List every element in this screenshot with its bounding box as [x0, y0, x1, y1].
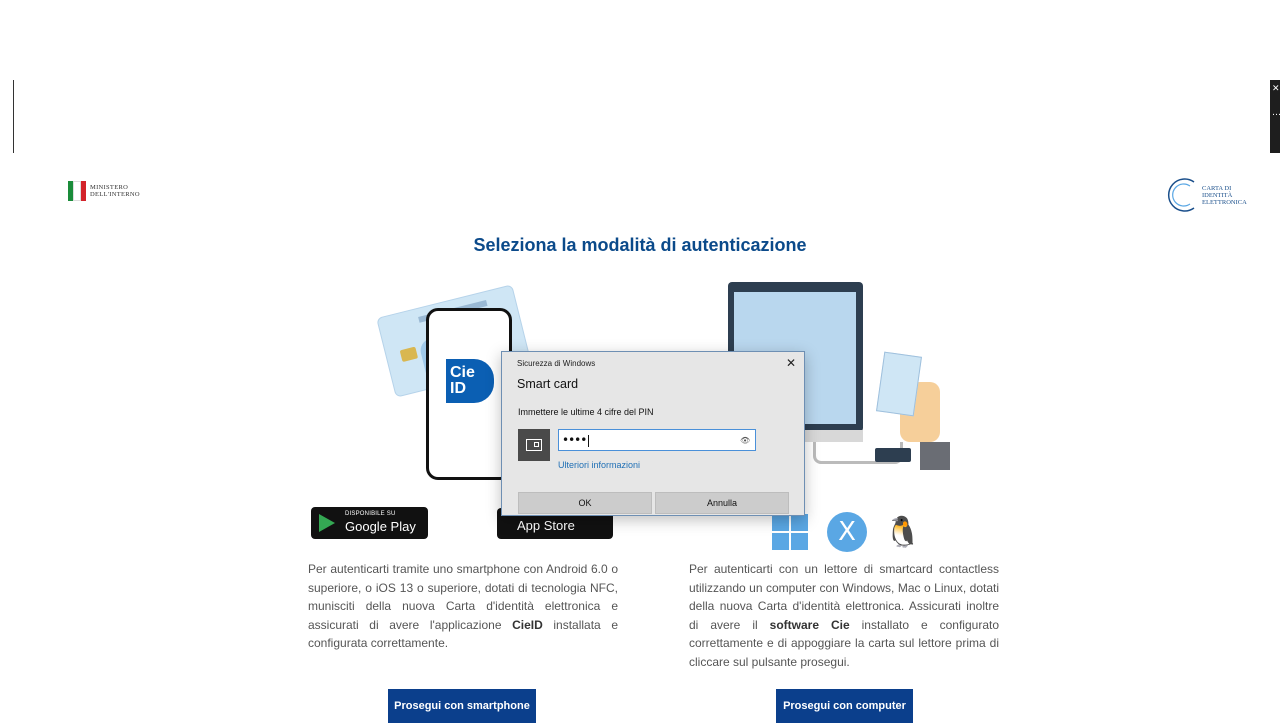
- hand-with-card-image: [880, 352, 950, 472]
- close-icon[interactable]: ✕: [786, 356, 797, 370]
- google-play-badge[interactable]: DISPONIBILE SU Google Play: [311, 507, 428, 539]
- continue-computer-button[interactable]: Prosegui con computer: [776, 689, 913, 723]
- app-store-badge[interactable]: App Store: [497, 508, 613, 539]
- cancel-button[interactable]: Annulla: [655, 492, 789, 514]
- pin-prompt: Immettere le ultime 4 cifre del PIN: [518, 407, 654, 417]
- pin-input[interactable]: ••••: [558, 429, 756, 451]
- more-info-link[interactable]: Ulteriori informazioni: [558, 460, 641, 470]
- cie-logo-text: CARTA DI IDENTITÀ ELETTRONICA: [1202, 184, 1247, 206]
- macos-icon: X: [827, 512, 867, 552]
- windows-icon: [772, 514, 808, 550]
- cie-c-icon: [1164, 176, 1200, 214]
- reveal-password-icon[interactable]: 👁: [740, 436, 751, 445]
- linux-icon: 🐧: [884, 515, 922, 550]
- dialog-window-title: Sicurezza di Windows: [517, 359, 596, 368]
- side-panel-tab[interactable]: [1270, 80, 1280, 153]
- windows-security-dialog: [501, 351, 805, 516]
- os-icons: [770, 512, 930, 554]
- continue-smartphone-button[interactable]: Prosegui con smartphone: [388, 689, 536, 723]
- dialog-heading: Smart card: [517, 377, 579, 391]
- smartphone-description: Per autenticarti tramite uno smartphone con Android 6.0 o superiore, o iOS 13 o superiore, dotati di tecnologia NFC, munisciti della nuova Carta d'identità elettronica e assicurati di avere l'applicazione CieID installata e configurata correttamente.: [308, 562, 618, 651]
- computer-description: Per autenticarti con un lettore di smartcard contactless utilizzando un computer con Windows, Mac o Linux, dotati della nuova Carta d'identità elettronica. Assicurati inoltre di avere il software Cie installato e configurato correttamente e di appoggiare la carta sul lettore prima di cliccare sul pulsante prosegui.: [689, 562, 1000, 669]
- ministero-logo-text: MINISTERO DELL'INTERNO: [90, 184, 140, 198]
- more-icon[interactable]: …: [1272, 108, 1281, 118]
- phone-image: [426, 308, 512, 480]
- cie-logo[interactable]: [1164, 176, 1252, 214]
- ministero-logo[interactable]: [68, 181, 150, 201]
- smartcard-icon: [518, 429, 550, 461]
- close-icon[interactable]: ✕: [1272, 84, 1280, 94]
- play-icon: [319, 514, 335, 532]
- italian-flag-icon: [68, 181, 86, 201]
- page-title: Seleziona la modalità di autenticazione: [473, 235, 807, 255]
- ok-button[interactable]: OK: [518, 492, 652, 514]
- cieid-logo: Cie ID: [446, 359, 494, 403]
- text-caret: [13, 80, 14, 153]
